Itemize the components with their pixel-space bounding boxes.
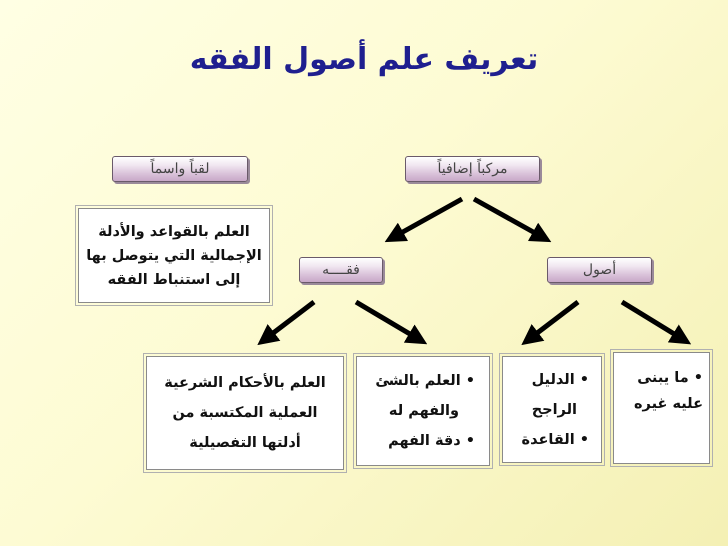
arrow-usul-to-technical bbox=[528, 302, 578, 340]
box-line: الإجمالية التي يتوصل بها bbox=[86, 247, 262, 264]
box-line: • القاعدة bbox=[521, 431, 589, 448]
arrow-compound-to-fiqh bbox=[392, 199, 462, 238]
box-title-definition bbox=[78, 208, 270, 303]
node-compound: مركباً إضافياً bbox=[405, 156, 540, 182]
node-title-definition: لقباً واسماً bbox=[112, 156, 248, 182]
box-line: العملية المكتسبة من bbox=[172, 405, 318, 421]
arrow-fiqh-to-linguistic bbox=[356, 302, 420, 340]
box-line: • دقة الفهم bbox=[388, 433, 475, 449]
box-usul-linguistic bbox=[613, 352, 710, 464]
arrow-fiqh-to-technical bbox=[264, 302, 314, 340]
page-title: تعريف علم أصول الفقه bbox=[189, 42, 539, 77]
box-line: الراجح bbox=[531, 401, 577, 418]
box-line: العلم بالقواعد والأدلة bbox=[98, 223, 250, 240]
box-line: عليه غيره bbox=[634, 396, 703, 412]
box-fiqh-linguistic bbox=[356, 356, 490, 466]
box-line: والفهم له bbox=[388, 403, 459, 419]
node-usul: أصول bbox=[547, 257, 652, 283]
arrow-usul-to-linguistic bbox=[622, 302, 684, 340]
box-line: • العلم بالشئ bbox=[375, 373, 475, 389]
box-line: • الدليل bbox=[531, 371, 589, 388]
node-fiqh: فقــــه bbox=[299, 257, 383, 283]
box-usul-technical bbox=[502, 356, 602, 463]
box-line: إلى استنباط الفقه bbox=[107, 271, 241, 288]
arrow-compound-to-usul bbox=[474, 199, 544, 238]
box-fiqh-technical bbox=[146, 356, 344, 470]
box-line: • ما يبنى bbox=[637, 370, 703, 386]
box-line: أدلتها التفصيلية bbox=[189, 435, 301, 451]
box-line: العلم بالأحكام الشرعية bbox=[164, 375, 326, 391]
